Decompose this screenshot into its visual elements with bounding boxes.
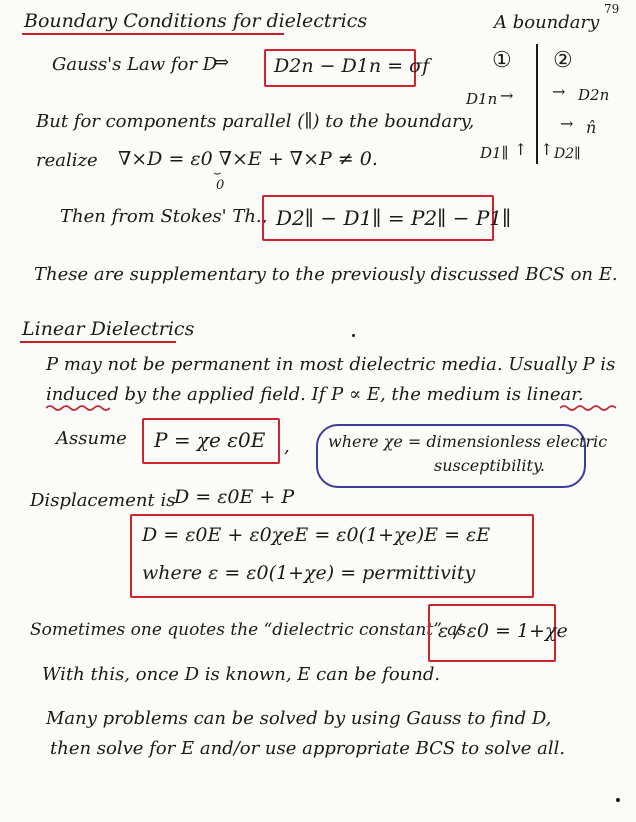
stokes-label: Then from Stokes' Th.,	[60, 206, 268, 227]
linear-wavy-underline	[560, 404, 616, 412]
dielectric-equation: ε / ε0 = 1+χe	[438, 620, 568, 642]
induced-wavy-underline	[46, 404, 110, 412]
displacement-box-line-1: D = ε0E + ε0χeE = ε0(1+χe)E = εE	[142, 524, 491, 546]
implies-arrow: ⇒	[214, 52, 230, 73]
d1par-arrow: ↑	[514, 140, 528, 159]
realize-label: realize	[36, 150, 98, 171]
assume-comma: ,	[284, 436, 290, 457]
assume-equation: P = χe ε0E	[154, 428, 266, 452]
gauss-equation: D2n − D1n = σf	[274, 55, 430, 77]
d1n-label: D1n	[466, 90, 498, 108]
supplementary-text: These are supplementary to the previously discussed BCS on E.	[34, 264, 618, 285]
parallel-text: But for components parallel (∥) to the boundary,	[36, 111, 475, 132]
displacement-box-line-2: where ε = ε0(1+χe) = permittivity	[142, 562, 476, 584]
page-number: 79	[604, 2, 620, 16]
d2n-label: D2n	[578, 86, 610, 104]
where-note-line-1: where χe = dimensionless electric	[328, 432, 608, 451]
title-underline	[22, 33, 284, 35]
d2par-label: D2∥	[554, 146, 581, 162]
section-title-boundary: Boundary Conditions for dielectrics	[24, 10, 368, 32]
many-problems-line-1: Many problems can be solved by using Gauss to find D,	[46, 708, 552, 729]
linear-title-underline	[20, 341, 176, 343]
dielectric-constant-text: Sometimes one quotes the “dielectric constant” as	[30, 620, 467, 640]
section-title-linear: Linear Dielectrics	[22, 318, 195, 340]
region-2-label: ②	[553, 48, 573, 73]
displacement-label: Displacement is	[30, 490, 176, 511]
curl-zero: 0	[216, 178, 225, 193]
linear-line-1: P may not be permanent in most dielectric media. Usually P is	[46, 354, 616, 375]
assume-label: Assume	[56, 428, 127, 449]
nhat-label: n̂	[586, 118, 597, 137]
curl-zero-squiggle: ⌣	[213, 166, 222, 181]
normal-arrow: →	[560, 114, 574, 133]
many-problems-line-2: then solve for E and/or use appropriate BCS to solve all.	[50, 738, 566, 759]
d2par-arrow: ↑	[540, 140, 554, 159]
stray-dot	[352, 334, 355, 337]
boundary-line	[536, 44, 538, 164]
once-known-text: With this, once D is known, E can be found.	[42, 664, 441, 685]
curl-equation: ∇×D = ε0 ∇×E + ∇×P ≠ 0.	[118, 148, 378, 170]
d2n-arrow: →	[552, 82, 566, 101]
displacement-eq: D = ε0E + P	[174, 486, 295, 508]
d1par-label: D1∥	[480, 144, 509, 162]
stokes-equation: D2∥ − D1∥ = P2∥ − P1∥	[276, 206, 512, 230]
gauss-label: Gauss's Law for D	[52, 54, 218, 75]
region-1-label: ①	[492, 48, 512, 73]
margin-dot	[616, 798, 620, 802]
diagram-title: A boundary	[494, 12, 600, 33]
where-note-line-2: susceptibility.	[434, 456, 545, 475]
linear-line-2: induced by the applied field. If P ∝ E, the medium is linear.	[46, 384, 584, 405]
d1n-arrow: →	[500, 86, 514, 105]
